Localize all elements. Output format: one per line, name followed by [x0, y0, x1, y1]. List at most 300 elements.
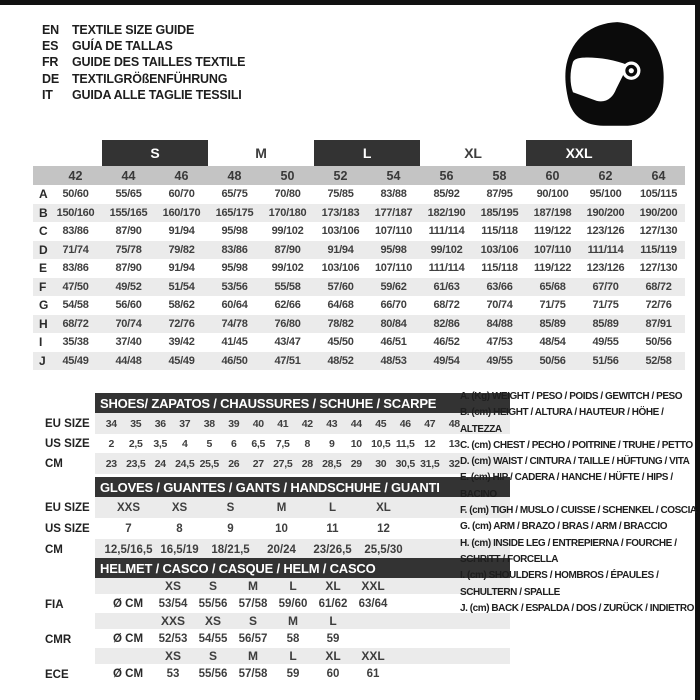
measure-value: 95/98	[221, 262, 248, 275]
helmet-size-value: 55/56	[198, 667, 228, 680]
measure-value: 48/54	[539, 336, 566, 349]
helmet-values-row-fia	[95, 595, 510, 612]
measure-value: 52/58	[645, 354, 672, 367]
measure-value: 87/95	[486, 188, 513, 201]
helmet-size-label: XS	[164, 579, 181, 593]
measure-value: 56/60	[115, 299, 142, 312]
helmet-size-value: 53/54	[158, 597, 188, 610]
helmet-size-value: 61	[366, 667, 380, 680]
helmet-size-value: 58	[286, 632, 300, 645]
measure-value: 107/110	[374, 262, 413, 275]
size-number: 60	[545, 168, 560, 183]
gloves-value: 16,5/19	[160, 544, 199, 556]
shoes-value: 23	[105, 457, 117, 470]
helmet-size-label: XXL	[361, 579, 385, 593]
shoes-value: 5	[206, 437, 213, 450]
shoes-value: 2	[108, 437, 115, 450]
gloves-value: 25,5/30	[364, 544, 403, 556]
measure-value: 76/80	[274, 317, 301, 330]
measure-letter: E	[39, 261, 48, 275]
shoes-value: 24,5	[175, 457, 195, 470]
shoes-value: 40	[252, 417, 264, 430]
measure-value: 83/86	[62, 262, 89, 275]
helmet-size-value: 59	[326, 632, 340, 645]
measure-letter: G	[39, 298, 49, 312]
gloves-value: 9	[227, 522, 234, 535]
helmet-size-label: S	[248, 614, 257, 628]
shoes-value: 37	[179, 417, 191, 430]
helmet-size-value: 57/58	[238, 597, 268, 610]
helmet-size-label: M	[248, 649, 258, 663]
measure-value: 177/187	[374, 206, 413, 219]
legend-item: C. (cm) CHEST / PECHO / POITRINE / TRUHE / PETTO	[460, 439, 693, 451]
language-row	[42, 22, 245, 38]
shoes-value: 6	[230, 437, 237, 450]
shoes-value: 35	[130, 417, 142, 430]
shoes-value: 27,5	[273, 457, 293, 470]
measure-value: 70/80	[274, 188, 301, 201]
gloves-value: M	[276, 501, 287, 514]
helmet-size-label: XXS	[160, 614, 185, 628]
measure-value: 65/68	[539, 280, 566, 293]
measure-value: 99/102	[271, 225, 304, 238]
measure-letter: H	[39, 316, 48, 331]
measure-value: 58/62	[168, 299, 195, 312]
measure-value: 123/126	[586, 262, 625, 275]
measure-value: 103/106	[321, 262, 360, 275]
helmet-size-value: 55/56	[198, 597, 228, 610]
measure-value: 70/74	[486, 299, 513, 312]
measure-row-j	[33, 352, 685, 371]
measure-value: 87/90	[115, 225, 142, 238]
helmet-size-value: 60	[326, 667, 340, 680]
measure-value: 103/106	[321, 225, 360, 238]
measure-value: 182/190	[427, 206, 466, 219]
measure-value: 87/91	[645, 317, 672, 330]
measure-letter: D	[39, 242, 48, 257]
language-code: FR	[42, 55, 59, 70]
gloves-value: 8	[176, 522, 183, 535]
measure-value: 119/122	[533, 262, 572, 275]
measure-value: 49/52	[115, 280, 142, 293]
measure-value: 74/78	[221, 317, 248, 330]
shoes-value: 31,5	[420, 457, 440, 470]
measure-value: 66/70	[380, 299, 407, 312]
measure-value: 82/86	[433, 317, 460, 330]
shoes-value: 11,5	[395, 437, 415, 450]
measure-value: 47/51	[274, 354, 301, 367]
language-title: TEXTILGRÖßENFÜHRUNG	[72, 71, 228, 86]
size-number: 48	[227, 168, 242, 183]
gloves-value: S	[226, 501, 235, 514]
helmet-size-value: 59/60	[278, 597, 308, 610]
shoes-value: 30,5	[395, 457, 415, 470]
measure-value: 60/64	[221, 299, 248, 312]
helmet-size-label: XS	[204, 614, 221, 628]
shoes-value: 48	[448, 417, 460, 430]
legend-item: G. (cm) ARM / BRAZO / BRAS / ARM / BRACCIO	[460, 521, 668, 533]
helmet-unit-label: Ø CM	[113, 632, 144, 645]
legend-item: F. (cm) TIGH / MUSLO / CUISSE / SCHENKEL / COSCIA	[460, 505, 697, 517]
measure-value: 165/175	[215, 206, 254, 219]
measure-value: 84/88	[486, 317, 513, 330]
legend-item: I. (cm) SHOULDERS / HOMBROS / ÉPAULES / SCHULTERN / SPALLE	[460, 570, 659, 598]
helmet-sizes-row-fia	[95, 578, 510, 594]
measure-value: 155/165	[109, 206, 148, 219]
helmet-size-block	[33, 558, 510, 683]
gloves-row	[95, 497, 510, 518]
measure-value: 45/49	[168, 354, 195, 367]
gloves-title-bar: GLOVES / GUANTES / GANTS / HANDSCHUHE / GUANTI	[95, 477, 510, 497]
language-code: DE	[42, 71, 59, 86]
shoes-value: 41	[277, 417, 289, 430]
measure-value: 48/53	[380, 354, 407, 367]
language-title: GUIDE DES TAILLES TEXTILE	[72, 55, 246, 70]
shoes-value: 28,5	[322, 457, 342, 470]
shoes-value: 39	[228, 417, 240, 430]
helmet-unit-label: Ø CM	[113, 667, 144, 680]
gloves-value: 20/24	[267, 544, 296, 556]
measure-value: 54/58	[62, 299, 89, 312]
measure-value: 72/76	[645, 299, 672, 312]
measure-value: 75/78	[115, 243, 142, 256]
shoes-size-block	[33, 393, 510, 474]
row-label-cm: CM	[45, 544, 63, 556]
shoes-title-bar: SHOES/ ZAPATOS / CHAUSSURES / SCHUHE / SCARPE	[95, 393, 510, 413]
shoes-value: 29	[350, 457, 362, 470]
measure-row-b	[33, 204, 685, 223]
measure-value: 49/55	[592, 336, 619, 349]
measure-value: 87/90	[274, 243, 301, 256]
shoes-value: 30	[375, 457, 387, 470]
row-label-us-size: US SIZE	[45, 522, 90, 535]
shoes-value: 8	[304, 437, 311, 450]
measurement-legend	[460, 389, 698, 617]
measure-value: 83/86	[62, 225, 89, 238]
measure-value: 71/75	[539, 299, 566, 312]
measure-letter: C	[39, 224, 48, 238]
measure-value: 173/183	[321, 206, 360, 219]
measure-value: 111/114	[428, 225, 465, 238]
measure-value: 95/100	[589, 188, 622, 201]
helmet-size-value: 61/62	[318, 597, 348, 610]
measure-row-c	[33, 222, 685, 241]
size-number: 54	[386, 168, 401, 183]
gloves-value: 12,5/16,5	[104, 544, 153, 556]
language-code: EN	[42, 23, 59, 37]
measure-value: 95/98	[221, 225, 248, 238]
shoes-value: 46	[399, 417, 411, 430]
measure-value: 67/70	[592, 280, 619, 293]
helmet-size-value: 52/53	[158, 632, 188, 645]
measure-value: 111/114	[587, 243, 624, 256]
language-list	[42, 22, 245, 103]
measure-value: 127/130	[639, 225, 678, 238]
measure-value: 49/55	[486, 354, 513, 367]
gloves-size-block	[33, 477, 510, 561]
helmet-size-label: L	[289, 579, 297, 593]
row-label-eu-size: EU SIZE	[45, 501, 90, 514]
measure-value: 35/38	[62, 336, 89, 349]
language-title: GUÍA DE TALLAS	[72, 39, 173, 54]
measure-value: 61/63	[433, 280, 460, 293]
measure-letter: A	[39, 187, 48, 201]
size-group-s: S	[102, 140, 208, 166]
shoes-value: 25,5	[199, 457, 219, 470]
gloves-value: XXS	[116, 501, 140, 514]
measure-value: 185/195	[480, 206, 519, 219]
measure-value: 65/75	[221, 188, 248, 201]
helmet-size-value: 53	[166, 667, 180, 680]
measure-value: 80/84	[380, 317, 407, 330]
language-code: IT	[42, 87, 53, 102]
legend-item: E. (cm) HIP / CADERA / HANCHE / HÜFTE / HIPS / BACINO	[460, 472, 673, 500]
measure-value: 37/40	[115, 336, 142, 349]
shoes-value: 28	[301, 457, 313, 470]
shoes-row	[95, 413, 510, 434]
measure-value: 103/106	[480, 243, 519, 256]
measure-value: 107/110	[533, 243, 572, 256]
measure-value: 50/60	[62, 188, 89, 201]
helmet-sizes-row-cmr	[95, 613, 510, 629]
measure-value: 111/114	[428, 262, 465, 275]
measure-value: 51/56	[592, 354, 619, 367]
measure-value: 45/49	[62, 354, 89, 367]
size-number: 46	[174, 168, 189, 183]
row-label-eu-size: EU SIZE	[45, 417, 90, 430]
measure-value: 62/66	[274, 299, 301, 312]
shoes-value: 47	[424, 417, 436, 430]
size-group-l: L	[314, 140, 420, 166]
measure-value: 72/76	[168, 317, 195, 330]
size-number: 62	[598, 168, 613, 183]
measure-value: 115/119	[640, 243, 677, 256]
size-group-spacer	[632, 140, 685, 166]
shoes-value: 7,5	[275, 437, 290, 450]
shoes-value: 9	[328, 437, 335, 450]
measure-value: 115/118	[481, 225, 518, 238]
language-row	[42, 87, 245, 103]
measure-letter: I	[39, 335, 43, 349]
measure-row-h	[33, 315, 685, 334]
helmet-size-label: S	[208, 649, 217, 663]
measure-value: 68/72	[433, 299, 460, 312]
measure-value: 75/85	[327, 188, 354, 201]
measure-value: 95/98	[380, 243, 407, 256]
shoes-value: 12	[424, 437, 436, 450]
shoes-value: 4	[181, 437, 188, 450]
size-group-m: M	[255, 145, 267, 161]
gloves-value: 7	[125, 522, 132, 535]
shoes-value: 10	[350, 437, 362, 450]
gloves-row	[95, 518, 510, 539]
helmet-size-label: M	[288, 614, 298, 628]
measure-value: 39/42	[168, 336, 195, 349]
measure-value: 91/94	[327, 243, 354, 256]
measure-value: 85/89	[539, 317, 566, 330]
size-number: 50	[280, 168, 295, 183]
helmet-size-value: 59	[286, 667, 300, 680]
measure-value: 85/92	[433, 188, 460, 201]
size-number: 58	[492, 168, 507, 183]
measure-value: 190/200	[639, 206, 678, 219]
helmet-size-value: 57/58	[238, 667, 268, 680]
measure-value: 127/130	[639, 262, 678, 275]
shoes-value: 2,5	[128, 437, 143, 450]
legend-item: J. (cm) BACK / ESPALDA / DOS / ZURÜCK / INDIETRO	[460, 602, 694, 614]
shoes-row	[95, 453, 510, 474]
standard-label-cmr: CMR	[45, 633, 72, 646]
measure-value: 53/56	[221, 280, 248, 293]
measure-value: 187/198	[533, 206, 572, 219]
shoes-value: 32	[448, 457, 460, 470]
standard-label-fia: FIA	[45, 598, 64, 611]
shoes-value: 6,5	[251, 437, 266, 450]
helmet-size-value: 63/64	[358, 597, 388, 610]
measure-value: 83/88	[380, 188, 407, 201]
gloves-value: 11	[326, 522, 339, 535]
gloves-value: L	[328, 501, 337, 514]
shoes-value: 44	[350, 417, 362, 430]
helmet-values-row-cmr	[95, 630, 510, 647]
shoes-value: 10,5	[371, 437, 391, 450]
size-number-row	[33, 166, 685, 185]
shoes-value: 26	[228, 457, 240, 470]
measure-value: 78/82	[327, 317, 354, 330]
measure-value: 51/54	[168, 280, 195, 293]
shoes-value: 13	[448, 437, 460, 450]
language-row	[42, 54, 245, 70]
row-label-us-size: US SIZE	[45, 437, 90, 450]
measure-value: 63/66	[486, 280, 513, 293]
row-label-cm: CM	[45, 457, 63, 470]
measure-value: 91/94	[168, 225, 195, 238]
measure-row-f	[33, 278, 685, 297]
measure-letter: F	[39, 279, 47, 294]
measure-value: 70/74	[115, 317, 142, 330]
measure-row-e	[33, 259, 685, 278]
legend-item: H. (cm) INSIDE LEG / ENTREPIERNA / FOURCHE / SCHRITT / FORCELLA	[460, 537, 677, 565]
measure-value: 55/65	[115, 188, 142, 201]
measure-value: 71/75	[592, 299, 619, 312]
size-group-spacer	[49, 140, 102, 166]
measure-value: 83/86	[221, 243, 248, 256]
helmet-size-label: L	[329, 614, 337, 628]
size-group-xxl: XXL	[526, 140, 632, 166]
measure-letter: J	[39, 353, 46, 368]
size-number: 56	[439, 168, 454, 183]
size-group-row	[33, 140, 685, 166]
gloves-value: 23/26,5	[313, 544, 352, 556]
measure-value: 99/102	[271, 262, 304, 275]
size-number: 52	[333, 168, 348, 183]
measure-value: 87/90	[115, 262, 142, 275]
measure-value: 57/60	[327, 280, 354, 293]
measure-value: 46/51	[380, 336, 407, 349]
measure-value: 55/58	[274, 280, 301, 293]
measure-value: 160/170	[162, 206, 201, 219]
helmet-values-row-ece	[95, 665, 510, 682]
measure-value: 50/56	[539, 354, 566, 367]
measure-value: 79/82	[168, 243, 195, 256]
gloves-value: XS	[171, 501, 188, 514]
legend-item: B. (cm) HEIGHT / ALTURA / HAUTEUR / HÖHE / ALTEZZA	[460, 407, 664, 435]
legend-item: D. (cm) WAIST / CINTURA / TAILLE / HÜFTUNG / VITA	[460, 456, 690, 468]
measure-value: 119/122	[533, 225, 572, 238]
gloves-value: 10	[275, 522, 288, 535]
shoes-value: 45	[375, 417, 387, 430]
helmet-size-label: XXL	[361, 649, 385, 663]
helmet-size-label: XL	[325, 579, 341, 593]
helmet-size-label: XL	[325, 649, 341, 663]
helmet-title-bar: HELMET / CASCO / CASQUE / HELM / CASCO	[95, 558, 510, 578]
measure-value: 107/110	[374, 225, 413, 238]
measure-value: 44/48	[115, 354, 142, 367]
shoes-value: 34	[105, 417, 117, 430]
measure-value: 46/52	[433, 336, 460, 349]
measure-value: 68/72	[645, 280, 672, 293]
gloves-value: 12	[377, 522, 390, 535]
shoes-value: 36	[154, 417, 166, 430]
measure-value: 105/115	[639, 188, 678, 201]
measure-value: 99/102	[430, 243, 463, 256]
measure-value: 123/126	[586, 225, 625, 238]
measure-value: 49/54	[433, 354, 460, 367]
measure-value: 71/74	[62, 243, 89, 256]
measure-value: 170/180	[268, 206, 307, 219]
legend-item: A. (Kg) WEIGHT / PESO / POIDS / GEWITCH / PESO	[460, 391, 683, 402]
shoes-value: 42	[301, 417, 313, 430]
language-row	[42, 71, 245, 87]
measure-value: 45/50	[327, 336, 354, 349]
shoes-value: 23,5	[126, 457, 146, 470]
top-border-bar	[0, 0, 700, 5]
helmet-size-value: 56/57	[238, 632, 268, 645]
measure-value: 150/160	[56, 206, 95, 219]
size-number: 42	[68, 168, 83, 183]
measure-value: 47/53	[486, 336, 513, 349]
gloves-value: 18/21,5	[211, 544, 250, 556]
language-title: GUIDA ALLE TAGLIE TESSILI	[72, 87, 242, 102]
measure-row-g	[33, 296, 685, 315]
measure-value: 68/72	[62, 317, 89, 330]
shoes-value: 24	[154, 457, 166, 470]
size-table-body	[33, 185, 685, 370]
measure-letter: B	[39, 205, 48, 220]
measure-value: 46/50	[221, 354, 248, 367]
measure-value: 91/94	[168, 262, 195, 275]
helmet-sizes-row-ece	[95, 648, 510, 664]
measure-value: 47/50	[62, 280, 89, 293]
shoes-value: 38	[203, 417, 215, 430]
measure-value: 48/52	[327, 354, 354, 367]
measure-row-a	[33, 185, 685, 204]
shoes-value: 27	[252, 457, 264, 470]
language-title: TEXTILE SIZE GUIDE	[72, 23, 195, 37]
standard-label-ece: ECE	[45, 668, 69, 681]
measure-value: 190/200	[586, 206, 625, 219]
measure-value: 90/100	[536, 188, 569, 201]
measure-value: 60/70	[168, 188, 195, 201]
helmet-size-label: M	[248, 579, 258, 593]
measure-value: 59/62	[380, 280, 407, 293]
measure-value: 85/89	[592, 317, 619, 330]
racing-helmet-icon	[560, 18, 668, 132]
helmet-unit-label: Ø CM	[113, 597, 144, 610]
measure-row-d	[33, 241, 685, 260]
measure-row-i	[33, 333, 685, 352]
helmet-size-label: S	[208, 579, 217, 593]
